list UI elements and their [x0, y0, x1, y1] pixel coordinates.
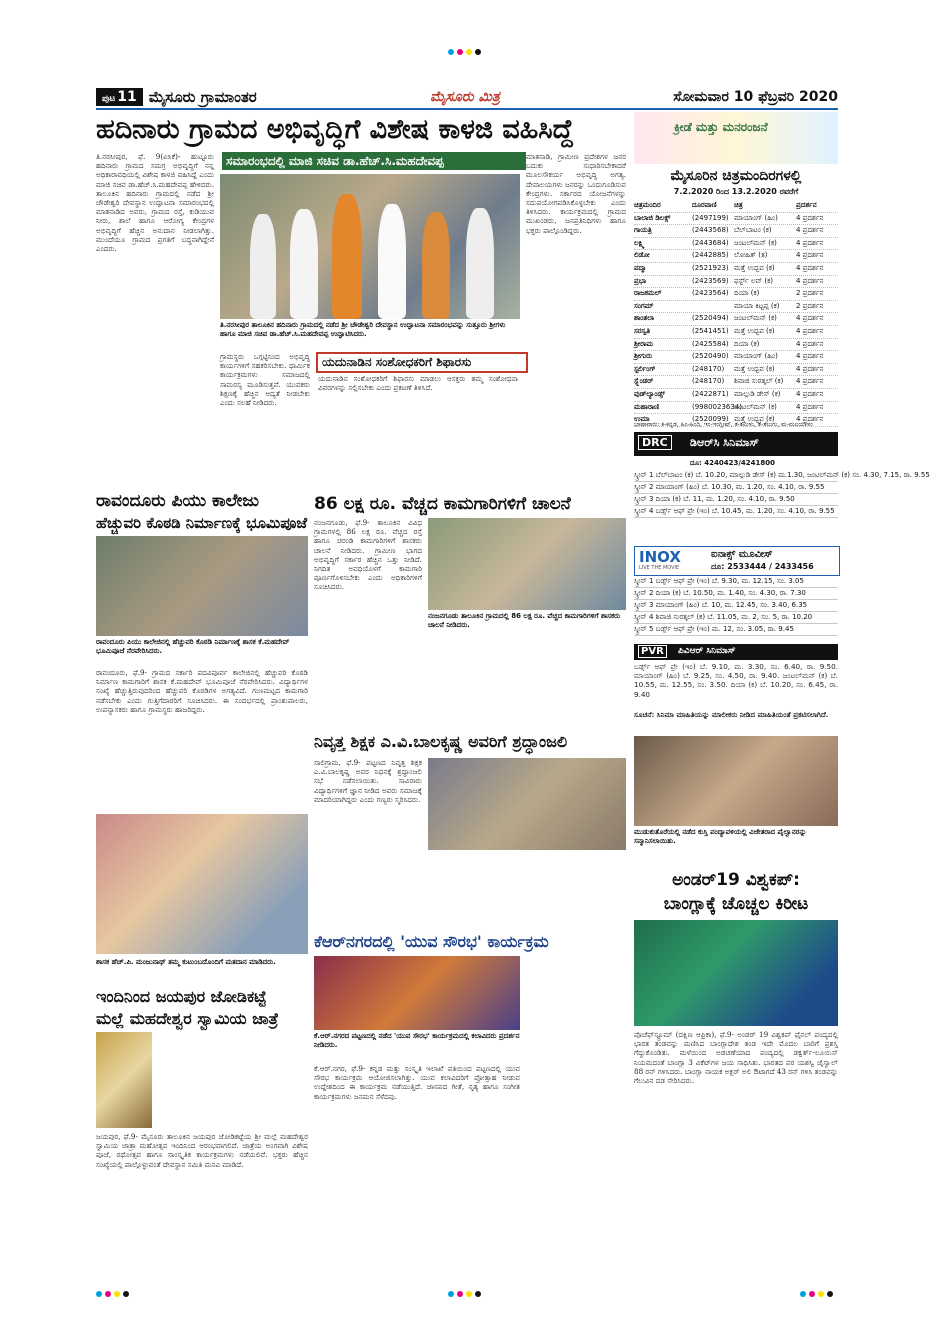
table-cell: ಸ್ಟರ್ಲಿಂಗ್ [634, 364, 656, 373]
table-cell: 4 ಪ್ರದರ್ಶನ [796, 389, 824, 398]
story2-headline-2: ಹೆಚ್ಚುವರಿ ಕೊಠಡಿ ನಿರ್ಮಾಣಕ್ಕೆ ಭೂಮಿಪೂಜೆ [96, 514, 308, 532]
u19-headline-1: ಅಂಡರ್19 ವಿಶ್ವಕಪ್: [672, 870, 800, 890]
listing-line: ಸ್ಕ್ರೀನ್ 3 ಮಾಯಾಂಗ್ (ಹಿಂ) ಬೆ. 10, ಮ. 12.45, ಸಂ. 3.40, 6.35 [634, 600, 838, 612]
table-row [634, 313, 838, 326]
table-cell: 4 ಪ್ರದರ್ಶನ [796, 226, 824, 235]
table-row [634, 250, 838, 263]
inox-name: ಐನಾಕ್ಸ್ ಮೂವೀಸ್ [711, 549, 773, 560]
pvr-logo: PVR [638, 645, 667, 658]
table-row [634, 238, 838, 251]
story2-caption-2: ಶಾಸಕ ಹೆಚ್.ಪಿ. ಮಂಜುನಾಥ್ ತಮ್ಮ ಕುಟುಂಬದೊಂದಿಗೆ ಮತದಾನ ಮಾಡಿದರು. [96, 958, 276, 966]
table-header-cell: ದೂರವಾಣಿ [692, 201, 717, 209]
table-cell: (2520099) [692, 415, 729, 424]
pvr-note: ಸೂಚನೆ: ಸಿನಿಮಾ ಮಾಹಿತಿಯನ್ನು ಮಾಲೀಕರು ನೀಡಿದ ಮಾಹಿತಿಯಂತೆ ಪ್ರಕಟಿಸಲಾಗಿದೆ. [634, 710, 829, 719]
inox-logo: INOX [639, 548, 681, 566]
story6-headline-2: ಮಲ್ಲೆ ಮಹದೇಶ್ವರ ಸ್ವಾಮಿಯ ಜಾತ್ರೆ [96, 1009, 279, 1028]
table-cell: ಜಂಟಲ್‌ಮನ್ (ಕ) [734, 314, 777, 323]
banner-title: ಕ್ರೀಡೆ ಮತ್ತು ಮನರಂಜನೆ [674, 120, 768, 134]
story2-caption: ರಾವಂದೂರು ಪಿಯು ಕಾಲೇಜಿನಲ್ಲಿ ಹೆಚ್ಚುವರಿ ಕೊಠಡಿ ನಿರ್ಮಾಣಕ್ಕೆ ಶಾಸಕ ಕೆ.ಮಹದೇವ್ ಭೂಮಿಪೂಜೆ ನೆರವೇರಿಸಿದರು. [96, 638, 290, 655]
table-cell: ಲಿಡೋ [634, 251, 650, 260]
registration-dots-bottom-left [96, 1282, 132, 1301]
table-cell: (2423569) [692, 276, 729, 285]
listing-line: ಸ್ಕ್ರೀನ್ 1 ಬರ್ಡ್ಸ್ ಆಫ್ ಪ್ರೇ (ಇಂ) ಬೆ. 9.30, ಮ. 12.15, ಸಂ. 3.05 [634, 576, 838, 588]
table-cell: ಫರ್ಸ್ಟ್ ಲವ್ (ಕ) [734, 276, 773, 285]
date-line: ಸೋಮವಾರ 10 ಫೆಬ್ರವರಿ 2020 [673, 89, 838, 105]
listing-line: ಸ್ಕ್ರೀನ್ 3 ದಿಯಾ (ಕ) ಬೆ. 11, ಮ. 1.20, ಸಂ. 4.10, ರಾ. 9.50 [634, 494, 838, 506]
table-cell: 4 ಪ್ರದರ್ಶನ [796, 364, 824, 373]
table-header-cell: ಪ್ರದರ್ಶನ [796, 201, 817, 209]
recommendation-box-text: ಯದುನಾಡಿನ ಸಂಶೋಧಕರಿಗೆ ಶಿಫಾರಸು ಮಾಡಲು ಆಸಕ್ತರು ತಮ್ಮ ಸಂಶೋಧನಾ ವಿವರಗಳನ್ನು ಸಲ್ಲಿಸಬೇಕು ಎಂದು ಪ್ರಕಟಣೆ ತಿಳಿಸಿದೆ. [318, 374, 518, 393]
story6-headline-1: ಇಂದಿನಿಂದ ಜಯಪುರ ಜೋಡಿಕಟ್ಟೆ [96, 987, 267, 1006]
drc-name: ಡಿಆರ್‌ಸಿ ಸಿನಿಮಾಸ್ [690, 436, 759, 449]
table-cell: ಶ್ರೀಗುರು [634, 352, 653, 361]
inox-header [634, 546, 840, 576]
table-cell: ಜಂಟಲ್‌ಮನ್ (ಕ) [734, 402, 777, 411]
table-cell: ವುಡ್‌ಲ್ಯಾಂಡ್ಸ್ [634, 389, 665, 398]
table-cell: ಪ್ರಭಾ [634, 276, 647, 285]
table-row [634, 301, 838, 314]
main-story-photo [220, 174, 520, 319]
table-cell: ಮಾಯಾಂಗ್ (ಹಿಂ) [734, 352, 778, 361]
table-cell: ಮಹಾರಾಣಿ [634, 402, 660, 411]
main-story-col2: ಗ್ರಾಮಸ್ಥರು ಒಗ್ಗಟ್ಟಿನಿಂದ ಅಭಿವೃದ್ಧಿ ಕಾರ್ಯಗಳಿಗೆ ಸಹಕರಿಸಬೇಕು. ಧಾರ್ಮಿಕ ಕಾರ್ಯಕ್ರಮಗಳು ಸಮಾಜದಲ್ಲಿ ಸಾಮರಸ್ಯ ಮೂಡಿಸುತ್ತವೆ. ಯುವಕರು ಶಿಕ್ಷಣಕ್ಕೆ ಹೆಚ್ಚಿನ ಆದ್ಯತೆ ನೀಡಬೇಕು ಎಂದು ಸಲಹೆ ನೀಡಿದರು. [220, 352, 310, 408]
story4-headline: ನಿವೃತ್ತ ಶಿಕ್ಷಕ ಎ.ವಿ.ಬಾಲಕೃಷ್ಣ ಅವರಿಗೆ ಶ್ರದ್ಧಾಂಜಲಿ [314, 732, 568, 751]
table-cell: ಪದ್ಮಾ [634, 263, 647, 272]
table-cell: (9980023634) [692, 402, 742, 411]
story4-photo [428, 758, 626, 850]
story5-photo [314, 956, 520, 1030]
page-header [96, 86, 838, 110]
table-cell: 4 ಪ್ರದರ್ಶನ [796, 213, 824, 222]
table-row [634, 376, 838, 389]
story6-photo [96, 1032, 152, 1128]
table-cell: 4 ಪ್ರದರ್ಶನ [796, 251, 824, 260]
drc-header [634, 432, 838, 456]
table-cell: (2520490) [692, 352, 729, 361]
inox-listing [634, 576, 838, 636]
table-cell: ಮತ್ತೆ ಉದ್ಭವ (ಕ) [734, 263, 775, 272]
u19-text: ಪೊಚೆಫ್‌ಸ್ಟ್ರೂಮ್ (ದಕ್ಷಿಣ ಆಫ್ರಿಕಾ), ಫೆ.9- ಅಂಡರ್ 19 ವಿಶ್ವಕಪ್ ಫೈನಲ್ ಪಂದ್ಯದಲ್ಲಿ ಭಾರತ ತಂಡವನ್ನು ಮಣಿಸಿದ ಬಾಂಗ್ಲಾದೇಶ ತಂಡ ಇದೇ ಮೊದಲ ಬಾರಿಗೆ ಪ್ರಶಸ್ತಿ ಗೆದ್ದುಕೊಂಡಿತು. ಮಳೆಯಿಂದ ಅಡಚಣೆಯಾದ ಪಂದ್ಯದಲ್ಲಿ ಡಕ್ವರ್ತ್-ಲೂಯಿಸ್ ನಿಯಮದಂತೆ ಬಾಂಗ್ಲಾ 3 ವಿಕೆಟ್‌ಗಳ ಜಯ ಸಾಧಿಸಿತು. ಭಾರತದ ಪರ ಯಶಸ್ವಿ ಜೈಸ್ವಾಲ್ 88 ರನ್ ಗಳಿಸಿದರು. ಬಾಂಗ್ಲಾ ನಾಯಕ ಅಕ್ಬರ್ ಅಲಿ ಔಟಾಗದೆ 43 ರನ್ ಗಳಿಸಿ ತಂಡವನ್ನು ಗೆಲುವಿನ ದಡ ಸೇರಿಸಿದರು. [634, 1030, 838, 1086]
main-story-col3: ಮಾತನಾಡಿ, ಗ್ರಾಮೀಣ ಪ್ರದೇಶಗಳ ಜನರ ಬದುಕು ಸುಧಾರಿಸಬೇಕಾದರೆ ಮೂಲಸೌಕರ್ಯ ಅಭಿವೃದ್ಧಿ ಅಗತ್ಯ. ದೇವಾಲಯಗಳು ಜನರನ್ನು ಒಂದುಗೂಡಿಸುವ ಕೇಂದ್ರಗಳು. ಸರ್ಕಾರದ ಯೋಜನೆಗಳನ್ನು ಸದುಪಯೋಗಪಡಿಸಿಕೊಳ್ಳಬೇಕು ಎಂದು ತಿಳಿಸಿದರು. ಕಾರ್ಯಕ್ರಮದಲ್ಲಿ ಗ್ರಾಮದ ಮುಖಂಡರು, ಜನಪ್ರತಿನಿಧಿಗಳು ಹಾಗೂ ಭಕ್ತರು ಪಾಲ್ಗೊಂಡಿದ್ದರು. [526, 152, 626, 235]
table-cell: ಶಿವಾಜಿ ಸುರತ್ಕಲ್ (ಕ) [734, 377, 784, 386]
story5-headline: ಕೆಆರ್‌ನಗರದಲ್ಲಿ 'ಯುವ ಸೌರಭ' ಕಾರ್ಯಕ್ರಮ [314, 932, 549, 951]
table-cell: ಮತ್ತೆ ಉದ್ಭವ (ಕ) [734, 415, 775, 424]
cinema-title: ಮೈಸೂರಿನ ಚಿತ್ರಮಂದಿರಗಳಲ್ಲಿ [670, 168, 802, 184]
table-cell: ದಿಯಾ (ಕ) [734, 289, 760, 298]
masthead-logo: ಮೈಸೂರು ಮಿತ್ರ [430, 89, 500, 105]
table-cell: ಮಾಯಾಂಗ್ (ಹಿಂ) [734, 213, 778, 222]
main-photo-caption: ತಿ.ನರಸೀಪುರ ತಾಲೂಕಿನ ಹದಿನಾರು ಗ್ರಾಮದಲ್ಲಿ ನಡೆದ ಶ್ರೀ ಚೌಡೇಶ್ವರಿ ದೇವಸ್ಥಾನ ಉದ್ಘಾಟನಾ ಸಮಾರಂಭವನ್ನು ಸುತ್ತೂರು ಶ್ರೀಗಳು ಹಾಗೂ ಮಾಜಿ ಸಚಿವ ಡಾ.ಹೆಚ್.ಸಿ.ಮಹದೇವಪ್ಪ ಉದ್ಘಾಟಿಸಿದರು. [220, 321, 506, 338]
table-cell: 4 ಪ್ರದರ್ಶನ [796, 314, 824, 323]
registration-dots-top [448, 40, 484, 59]
sidebar-photo [634, 736, 838, 826]
u19-headline-2: ಬಾಂಗ್ಲಾಕ್ಕೆ ಚೊಚ್ಚಲ ಕಿರೀಟ [663, 894, 809, 914]
table-cell: ಮಾಯಾ ಕಿಟ್ಟಪ್ಪ (ಕ) [734, 301, 780, 310]
page-number: 11 [117, 89, 137, 105]
table-cell: (2520494) [692, 314, 729, 323]
drc-logo: DRC [638, 435, 672, 450]
table-cell: 4 ಪ್ರದರ್ಶನ [796, 263, 824, 272]
table-cell: ಲೋಹಿತ್ (ತ) [734, 251, 768, 260]
table-cell: 4 ಪ್ರದರ್ಶನ [796, 402, 824, 411]
table-cell: ಸ್ಪ್ಲೆಂಡರ್ [634, 377, 654, 386]
table-cell: ದಿಯಾ (ಕ) [734, 339, 760, 348]
table-cell: 4 ಪ್ರದರ್ಶನ [796, 326, 824, 335]
pvr-name: ಪಿವಿಆರ್ ಸಿನಿಮಾಸ್ [678, 646, 736, 656]
table-cell: ಗಾಯತ್ರಿ [634, 226, 652, 235]
table-row [634, 263, 838, 276]
table-cell: (2443568) [692, 226, 729, 235]
table-cell: 2 ಪ್ರದರ್ಶನ [796, 301, 824, 310]
listing-line: ಸ್ಕ್ರೀನ್ 1 ಬೆಲ್‌ಬಾಟಂ (ಕ) ಬೆ. 10.20, ಮಾಲ್ಗುಡಿ ಡೇಸ್ (ಕ) ಮ.1.30, ಜಂಟಲ್‌ಮನ್ (ಕ) ಸಂ. 4.30, 7.15, ರಾ. 9.55 [634, 470, 838, 482]
recommendation-box-title: ಯದುನಾಡಿನ ಸಂಶೋಧಕರಿಗೆ ಶಿಫಾರಸು [316, 352, 528, 373]
table-cell: (2423564) [692, 289, 729, 298]
section-title: ಮೈಸೂರು ಗ್ರಾಮಾಂತರ [148, 88, 257, 106]
drc-listing [634, 470, 930, 518]
table-header-cell: ಚಿತ್ರಮಂದಿರ [634, 201, 661, 209]
table-cell: (2422871) [692, 389, 729, 398]
table-row [634, 339, 838, 352]
sidebar-photo-caption: ಮುಡುಕುತೊರೆಯಲ್ಲಿ ನಡೆದ ಕುಸ್ತಿ ಪಂದ್ಯಾವಳಿಯಲ್ಲಿ ವಿಜೇತರಾದ ಪೈಲ್ವಾನರನ್ನು ಸನ್ಮಾನಿಸಲಾಯಿತು. [634, 828, 807, 845]
table-cell: (248170) [692, 377, 725, 386]
table-cell: 4 ಪ್ರದರ್ಶನ [796, 339, 824, 348]
table-cell: ಶ್ರೀರಾಮ [634, 339, 653, 348]
table-row [634, 402, 838, 415]
inox-phone: ದೂ: 2533444 / 2433456 [711, 562, 814, 571]
table-row [634, 389, 838, 402]
table-cell: (2541451) [692, 326, 729, 335]
cinema-legend: ಭಾಷಾವಾರು: ಕ-ಕನ್ನಡ, ಹಿಂ-ಹಿಂದಿ, ಇಂ-ಇಂಗ್ಲೀಷ್, ತ-ತಮಿಳು, ತೆ-ತೆಲುಗು, ಮ-ಮಲಯಾಳಂ [634, 421, 813, 428]
story2-text: ರಾವಂದೂರು, ಫೆ.9- ಗ್ರಾಮದ ಸರ್ಕಾರಿ ಪದವಿಪೂರ್ವ ಕಾಲೇಜಿನಲ್ಲಿ ಹೆಚ್ಚುವರಿ ಕೊಠಡಿ ನಿರ್ಮಾಣ ಕಾಮಗಾರಿಗೆ ಶಾಸಕ ಕೆ.ಮಹದೇವ್ ಭೂಮಿಪೂಜೆ ನೆರವೇರಿಸಿದರು. ವಿದ್ಯಾರ್ಥಿಗಳ ಸಂಖ್ಯೆ ಹೆಚ್ಚುತ್ತಿರುವುದರಿಂದ ಹೆಚ್ಚುವರಿ ಕೊಠಡಿಗಳ ಅಗತ್ಯವಿದೆ. ಗುಣಮಟ್ಟದ ಕಾಮಗಾರಿ ನಡೆಸಬೇಕು ಎಂದು ಗುತ್ತಿಗೆದಾರರಿಗೆ ಸೂಚಿಸಿದರು. ಈ ಸಂದರ್ಭದಲ್ಲಿ ಪ್ರಾಂಶುಪಾಲರು, ಉಪನ್ಯಾಸಕರು ಹಾಗೂ ಗ್ರಾಮಸ್ಥರು ಹಾಜರಿದ್ದರು. [96, 668, 308, 714]
table-cell: 4 ಪ್ರದರ್ಶನ [796, 415, 824, 424]
table-cell: (2497199) [692, 213, 729, 222]
story6-text: ಜಯಪುರ, ಫೆ.9- ಮೈಸೂರು ತಾಲೂಕಿನ ಜಯಪುರ ಜೋಡಿಕಟ್ಟೆಯ ಶ್ರೀ ಮಲ್ಲೆ ಮಹದೇಶ್ವರ ಸ್ವಾಮಿಯ ಜಾತ್ರಾ ಮಹೋತ್ಸವ ಇಂದಿನಿಂದ ಆರಂಭವಾಗಲಿದೆ. ಜಾತ್ರೆಯ ಅಂಗವಾಗಿ ವಿಶೇಷ ಪೂಜೆ, ರಥೋತ್ಸವ ಹಾಗೂ ಸಾಂಸ್ಕೃತಿಕ ಕಾರ್ಯಕ್ರಮಗಳು ನಡೆಯಲಿವೆ. ಭಕ್ತರು ಹೆಚ್ಚಿನ ಸಂಖ್ಯೆಯಲ್ಲಿ ಪಾಲ್ಗೊಳ್ಳುವಂತೆ ದೇವಸ್ಥಾನ ಸಮಿತಿ ಮನವಿ ಮಾಡಿದೆ. [96, 1132, 308, 1169]
table-cell: 4 ಪ್ರದರ್ಶನ [796, 352, 824, 361]
listing-line: ಸ್ಕ್ರೀನ್ 4 ಶಿವಾಜಿ ಸುರತ್ಕಲ್ (ಕ) ಬೆ. 11.05, ಮ. 2, ಸಂ. 5, ರಾ. 10.20 [634, 612, 838, 624]
main-subhead: ಸಮಾರಂಭದಲ್ಲಿ ಮಾಜಿ ಸಚಿವ ಡಾ.ಹೆಚ್.ಸಿ.ಮಹದೇವಪ್ಪ [222, 152, 526, 170]
table-cell: (2443684) [692, 238, 729, 247]
cinema-table [634, 200, 838, 427]
pvr-listing: ಬರ್ಡ್ಸ್ ಆಫ್ ಪ್ರೇ (ಇಂ) ಬೆ. 9.10, ಮ. 3.30, ಸಂ. 6.40, ರಾ. 9.50. ಮಾಯಾಂಗ್ (ಹಿಂ) ಬೆ. 9.25, ಸಂ. 4.50, ರಾ. 9.40. ಜಂಟಲ್‌ಮನ್ (ಕ) ಬೆ. 10.55, ಮ. 12.55, ಸಂ. 3.50. ದಿಯಾ (ಕ) ಬೆ. 10.20, ಸಂ. 6.45, ರಾ. 9.40 [634, 662, 838, 699]
table-cell: 2 ಪ್ರದರ್ಶನ [796, 289, 824, 298]
cinema-table-header [634, 200, 838, 213]
table-cell: 4 ಪ್ರದರ್ಶನ [796, 276, 824, 285]
table-row [634, 288, 838, 301]
table-cell: 4 ಪ್ರದರ್ಶನ [796, 238, 824, 247]
table-header-cell: ಚಿತ್ರ [734, 201, 743, 209]
registration-dots-bottom-center [448, 1282, 484, 1301]
story3-caption: ನಂಜನಗೂಡು ತಾಲೂಕಿನ ಗ್ರಾಮದಲ್ಲಿ 86 ಲಕ್ಷ ರೂ. ವೆಚ್ಚದ ಕಾಮಗಾರಿಗಳಿಗೆ ಶಾಸಕರು ಚಾಲನೆ ನೀಡಿದರು. [428, 612, 621, 629]
story2-photo-2 [96, 814, 308, 954]
listing-line: ಸ್ಕ್ರೀನ್ 4 ಬರ್ಡ್ಸ್ ಆಫ್ ಪ್ರೇ (ಇಂ) ಬೆ. 10.45, ಮ. 1.20, ಸಂ. 4.10, ರಾ. 9.55 [634, 506, 838, 518]
table-row [634, 213, 838, 226]
story3-photo [428, 518, 626, 610]
table-cell: ಉಮಾ [634, 415, 650, 424]
table-row [634, 351, 838, 364]
main-story-col1: ತಿ.ನರಸೀಪುರ, ಫೆ. 9(ಏಸಿಕೆ)- ಹುಟ್ಟೂರು ಹದಿನಾರು ಗ್ರಾಮದ ಸಮಗ್ರ ಅಭಿವೃದ್ಧಿಗೆ ನನ್ನ ಅಧಿಕಾರಾವಧಿಯಲ್ಲಿ ವಿಶೇಷ ಕಾಳಜಿ ವಹಿಸಿದ್ದೆ ಎಂದು ಮಾಜಿ ಸಚಿವ ಡಾ.ಹೆಚ್.ಸಿ.ಮಹದೇವಪ್ಪ ಹೇಳಿದರು. ತಾಲೂಕಿನ ಹದಿನಾರು ಗ್ರಾಮದಲ್ಲಿ ನಡೆದ ಶ್ರೀ ಚೌಡೇಶ್ವರಿ ದೇವಸ್ಥಾನ ಉದ್ಘಾಟನಾ ಸಮಾರಂಭದಲ್ಲಿ ಮಾತನಾಡಿದ ಅವರು, ಗ್ರಾಮದ ರಸ್ತೆ, ಕುಡಿಯುವ ನೀರು, ಶಾಲೆ ಹಾಗೂ ಆರೋಗ್ಯ ಕೇಂದ್ರಗಳ ಅಭಿವೃದ್ಧಿಗೆ ಹೆಚ್ಚಿನ ಅನುದಾನ ನೀಡಲಾಗಿತ್ತು. ಮುಂದೆಯೂ ಗ್ರಾಮದ ಪ್ರಗತಿಗೆ ಬದ್ಧನಾಗಿದ್ದೇನೆ ಎಂದರು. [96, 152, 214, 254]
table-cell: ಲಕ್ಷ್ಮಿ [634, 238, 645, 247]
table-row [634, 326, 838, 339]
listing-line: ಸ್ಕ್ರೀನ್ 2 ದಿಯಾ (ಕ) ಬೆ. 10.50, ಮ. 1.40, ಸಂ. 4.30, ರಾ. 7.30 [634, 588, 838, 600]
registration-dots-bottom-right [800, 1282, 836, 1301]
story2-photo [96, 536, 308, 636]
table-cell: ರಾಜಕಮಲ್ [634, 289, 662, 298]
main-headline: ಹದಿನಾರು ಗ್ರಾಮದ ಅಭಿವೃದ್ಧಿಗೆ ವಿಶೇಷ ಕಾಳಜಿ ವಹಿಸಿದ್ದೆ [96, 114, 574, 145]
table-cell: ಬೆಲ್‌ಬಾಟಂ (ಕ) [734, 226, 772, 235]
table-cell: (248170) [692, 364, 725, 373]
table-cell: (2521923) [692, 263, 729, 272]
table-cell: 4 ಪ್ರದರ್ಶನ [796, 377, 824, 386]
table-cell: ಶಾಂತಲಾ [634, 314, 655, 323]
table-cell [692, 301, 734, 313]
inox-tagline: LIVE THE MOVIE [639, 565, 680, 571]
page-label: ಪುಟ [102, 94, 116, 104]
story4-text: ಸಾಲಿಗ್ರಾಮ, ಫೆ.9- ಪಟ್ಟಣದ ನಿವೃತ್ತ ಶಿಕ್ಷಕ ಎ.ವಿ.ಬಾಲಕೃಷ್ಣ ಅವರ ನಿಧನಕ್ಕೆ ಶ್ರದ್ಧಾಂಜಲಿ ಸಭೆ ನಡೆಸಲಾಯಿತು. ಸಾವಿರಾರು ವಿದ್ಯಾರ್ಥಿಗಳಿಗೆ ಜ್ಞಾನ ನೀಡಿದ ಅವರು ಸಮಾಜಕ್ಕೆ ಮಾದರಿಯಾಗಿದ್ದರು ಎಂದು ಗಣ್ಯರು ಸ್ಮರಿಸಿದರು. [314, 758, 422, 804]
table-cell: ಜಂಟಲ್‌ಮನ್ (ಕ) [734, 238, 777, 247]
listing-line: ಸ್ಕ್ರೀನ್ 2 ಮಾಯಾಂಗ್ (ಹಿಂ) ಬೆ. 10.30, ಮ. 1.20, ಸಂ. 4.10, ರಾ. 9.55 [634, 482, 838, 494]
table-cell: ಸಂಗಮ್ [634, 301, 654, 310]
u19-photo [634, 920, 838, 1026]
table-cell: (2442885) [692, 251, 729, 260]
listing-line: ಸ್ಕ್ರೀನ್ 5 ಬರ್ಡ್ಸ್ ಆಫ್ ಪ್ರೇ (ಇಂ) ಮ. 12, ಸಂ. 3.05, ರಾ. 9.45 [634, 624, 838, 636]
table-cell: ಬಾಲಾಜಿ ಡಿಲಕ್ಸ್ [634, 213, 671, 222]
story3-text: ನಂಜನಗೂಡು, ಫೆ.9- ತಾಲೂಕಿನ ವಿವಿಧ ಗ್ರಾಮಗಳಲ್ಲಿ 86 ಲಕ್ಷ ರೂ. ವೆಚ್ಚದ ರಸ್ತೆ ಹಾಗೂ ಚರಂಡಿ ಕಾಮಗಾರಿಗಳಿಗೆ ಶಾಸಕರು ಚಾಲನೆ ನೀಡಿದರು. ಗ್ರಾಮೀಣ ಭಾಗದ ಅಭಿವೃದ್ಧಿಗೆ ಸರ್ಕಾರ ಹೆಚ್ಚಿನ ಒತ್ತು ನೀಡಿದೆ. ನಿಗದಿತ ಅವಧಿಯೊಳಗೆ ಕಾಮಗಾರಿ ಪೂರ್ಣಗೊಳಿಸಬೇಕು ಎಂದು ಅಧಿಕಾರಿಗಳಿಗೆ ಸೂಚಿಸಿದರು. [314, 518, 422, 592]
story3-headline: 86 ಲಕ್ಷ ರೂ. ವೆಚ್ಚದ ಕಾಮಗಾರಿಗಳಿಗೆ ಚಾಲನೆ [314, 494, 571, 514]
table-cell: ಮತ್ತೆ ಉದ್ಭವ (ಕ) [734, 326, 775, 335]
table-cell: (2425584) [692, 339, 729, 348]
table-row [634, 276, 838, 289]
story2-headline-1: ರಾವಂದೂರು ಪಿಯು ಕಾಲೇಜು [96, 491, 260, 511]
story5-text: ಕೆ.ಆರ್.ನಗರ, ಫೆ.9- ಕನ್ನಡ ಮತ್ತು ಸಂಸ್ಕೃತಿ ಇಲಾಖೆ ವತಿಯಿಂದ ಪಟ್ಟಣದಲ್ಲಿ ಯುವ ಸೌರಭ ಕಾರ್ಯಕ್ರಮ ಆಯೋಜಿಸಲಾಗಿತ್ತು. ಯುವ ಕಲಾವಿದರಿಗೆ ಪ್ರೋತ್ಸಾಹ ನೀಡುವ ಉದ್ದೇಶದಿಂದ ಈ ಕಾರ್ಯಕ್ರಮ ನಡೆಯುತ್ತಿದೆ. ಜಾನಪದ ಗೀತೆ, ನೃತ್ಯ ಹಾಗೂ ಸಂಗೀತ ಕಾರ್ಯಕ್ರಮಗಳು ಜನಮನ ಸೆಳೆದವು. [314, 1064, 520, 1101]
table-row [634, 225, 838, 238]
table-row [634, 364, 838, 377]
table-cell: ಮತ್ತೆ ಉದ್ಭವ (ಕ) [734, 364, 775, 373]
drc-phone: ದೂ: 4240423/4241800 [690, 459, 775, 467]
table-cell: ಸರಸ್ವತಿ [634, 326, 651, 335]
table-cell: ಮಾಲ್ಗುಡಿ ಡೇಸ್ (ಕ) [734, 389, 781, 398]
cinema-dates: 7.2.2020 ರಿಂದ 13.2.2020 ರವರೆಗೆ [673, 187, 799, 196]
sports-entertainment-banner [634, 112, 838, 164]
pvr-header [634, 644, 838, 660]
page-number-box [96, 88, 143, 106]
story5-caption: ಕೆ.ಆರ್.ನಗರದ ಪಟ್ಟಣದಲ್ಲಿ ನಡೆದ 'ಯುವ ಸೌರಭ' ಕಾರ್ಯಕ್ರಮದಲ್ಲಿ ಕಲಾವಿದರು ಪ್ರದರ್ಶನ ನೀಡಿದರು. [314, 1032, 520, 1049]
